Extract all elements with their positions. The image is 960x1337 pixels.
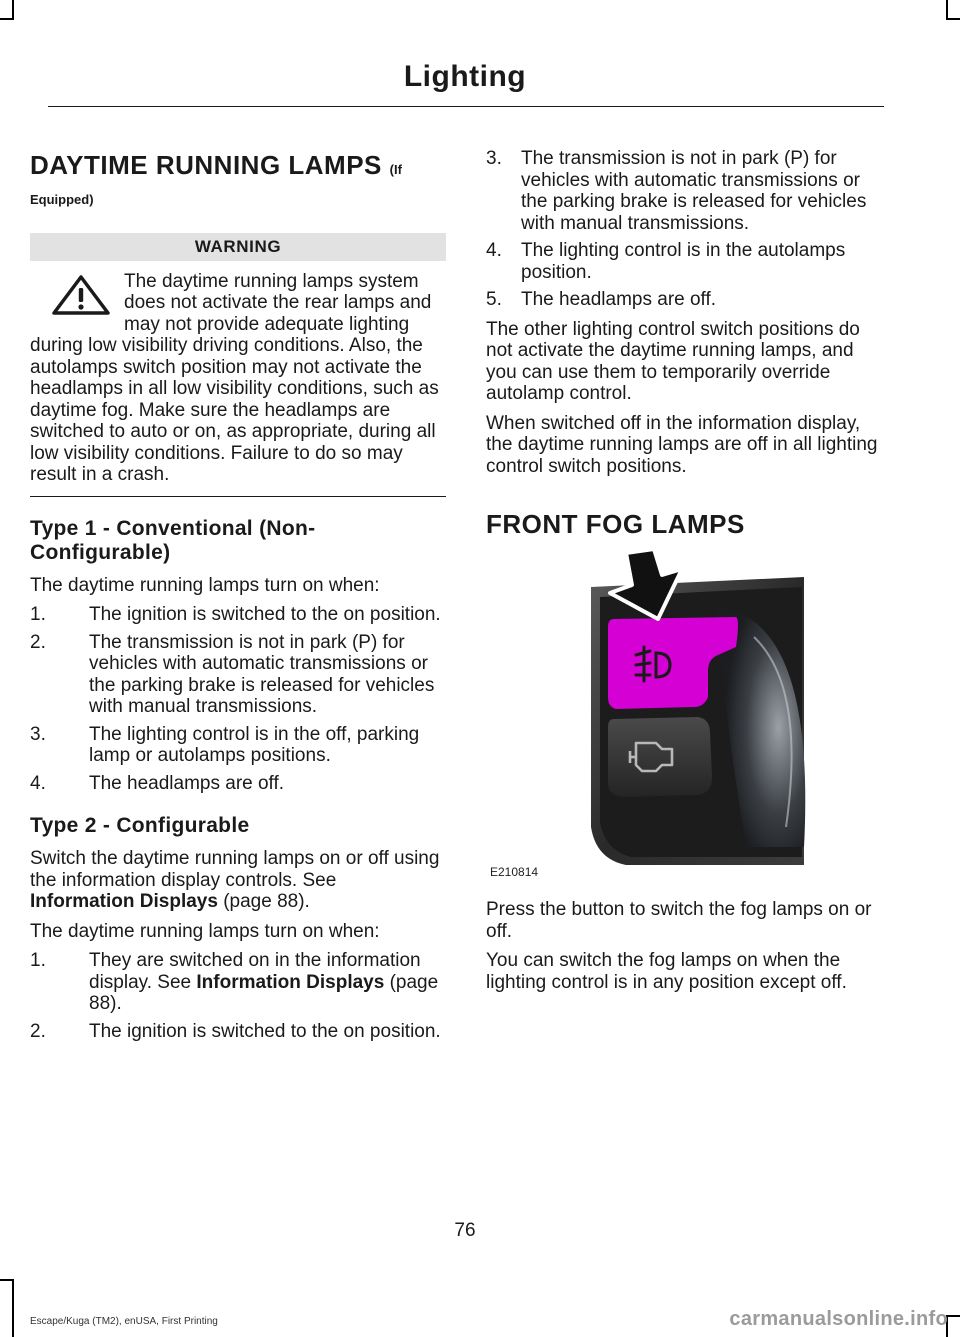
type2-text: Switch the daytime running lamps on or off using the information display controls. See [30,848,440,891]
list-number: 4. [30,772,46,794]
list-text: The headlamps are off. [89,772,285,794]
crop-mark [0,1279,14,1281]
list-item [486,289,882,311]
fog-lamp-switch-illustration [486,547,816,877]
left-column [30,140,446,1050]
list-number: 2. [30,631,46,653]
type2-intro: The daytime running lamps turn on when: [30,920,380,942]
list-text: The ignition is switched to the on position. [89,1020,441,1042]
right-column [486,140,882,1001]
list-number: 3. [30,723,46,745]
list-number: 1. [30,604,46,625]
type2-heading: Type 2 - Configurable [30,814,250,837]
header-rule [48,106,884,107]
page-number: 76 [454,1220,476,1241]
warning-rule [30,496,446,497]
fog-lamp-switch-figure [486,547,816,877]
watermark: carmanualsonline.info [729,1308,948,1330]
fog-lamps-heading: FRONT FOG LAMPS [486,509,745,539]
figure-label: E210814 [490,864,539,879]
paragraph: When switched off in the information display, the daytime running lamps are off in all lighting control switch positions. [486,412,878,477]
list-item [30,724,446,767]
list-text: The headlamps are off. [521,289,717,310]
type2-paragraph [30,848,446,913]
list-number: 4. [486,240,502,261]
list-number: 5. [486,289,502,310]
crop-mark [0,18,14,20]
list-text: The transmission is not in park (P) for vehicles with automatic transmissions or the parking brake is released for vehicles with manual transmissions. [89,631,435,717]
section-title [30,150,446,185]
warning-body [30,271,446,486]
list-item [30,773,446,795]
section-title-text: DAYTIME RUNNING LAMPS [30,150,382,180]
info-displays-link[interactable]: Information Displays [30,891,218,912]
page-header-title: Lighting [403,60,527,93]
list-number: 1. [30,950,46,971]
list-text: The lighting control is in the autolamps position. [521,240,846,283]
page-ref: (page 88). [223,891,310,912]
crop-mark [946,18,960,20]
section-title-suffix: (If [389,162,402,177]
type1-list [30,604,446,794]
crop-mark [12,0,14,20]
type2-list [30,950,446,1042]
type1-heading: Type 1 - Conventional (Non-Configurable) [30,516,316,564]
list-text: The lighting control is in the off, parking lamp or autolamps positions. [89,723,420,766]
section-title-continued: Equipped) [30,192,94,207]
crop-mark [946,0,948,20]
list-item [486,240,882,283]
type1-intro: The daytime running lamps turn on when: [30,574,380,596]
list-text: The ignition is switched to the on position. [89,604,441,625]
info-displays-link[interactable]: Information Displays [196,971,385,993]
list-text: The transmission is not in park (P) for vehicles with automatic transmissions or the parking brake is released for vehicles with manual transmissions. [521,148,867,234]
continued-list [486,148,882,311]
paragraph: You can switch the fog lamps on when the lighting control is in any position except off. [486,950,847,993]
list-item [30,604,446,626]
list-item [30,1021,446,1043]
edition-info: Escape/Kuga (TM2), enUSA, First Printing [30,1316,218,1327]
list-item [486,148,882,234]
warning-text: The daytime running lamps system does not activate the rear lamps and may not provide adequate lighting during low visibility driving conditions. Also, the autolamps switch position may not activate the headlamps in all low visibility conditions, such as daytime fog. Make sure the headlamps are switched to auto or on, as appropriate, during all low visibility conditions. Failure to do so may result in a crash. [30,270,439,485]
paragraph: The other lighting control switch positions do not activate the daytime running lamps, and you can use them to temporarily override autolamp control. [486,318,860,404]
crop-mark [946,1315,960,1317]
list-text: They are switched on in the information display. See [89,950,421,993]
list-number: 2. [30,1020,46,1042]
warning-heading: WARNING [30,233,446,261]
list-item [30,950,446,1015]
warning-triangle-icon [52,275,110,315]
page-ref: (page 88). [89,971,439,1014]
crop-mark [12,1281,14,1337]
paragraph: Press the button to switch the fog lamps on or off. [486,899,872,942]
list-number: 3. [486,148,502,169]
list-item [30,632,446,718]
